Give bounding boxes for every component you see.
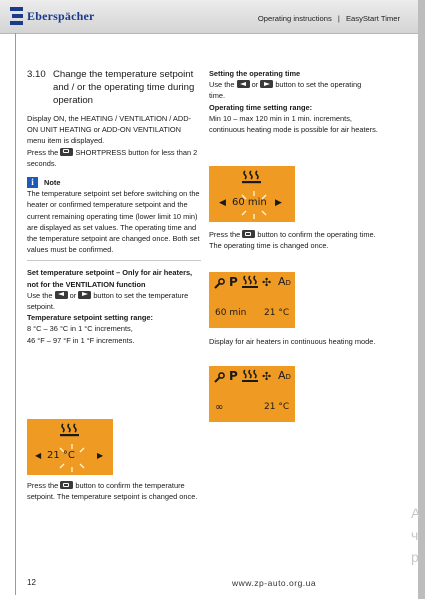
- heating-icon: [242, 275, 260, 291]
- status-display-timed: [209, 272, 295, 328]
- temp-range-heading: Temperature setpoint setting range:: [27, 313, 153, 323]
- time-value: 60 min: [232, 197, 267, 208]
- side-char: А: [411, 505, 421, 521]
- ok-button-icon: [60, 148, 73, 156]
- addon-indicator: AD: [278, 369, 291, 382]
- side-char: ч: [411, 527, 419, 543]
- side-char: р: [411, 549, 419, 565]
- temp-range-fahrenheit: 46 °F – 97 °F in 1 °F increments.: [27, 335, 135, 345]
- right-column-top: [209, 68, 379, 135]
- operating-time-range-body: Min 10 – max 120 min in 1 min. increments, continuous heating mode is possible for air heaters.: [209, 113, 378, 135]
- brand-name: Eberspächer: [27, 8, 95, 23]
- wrench-icon: [214, 278, 225, 289]
- program-indicator: P: [229, 369, 238, 383]
- decrease-arrow-icon: ◀: [35, 451, 42, 460]
- fan-icon: ✣: [262, 276, 272, 289]
- continuous-mode-text: Display for air heaters in continuous heating mode.: [209, 337, 376, 346]
- heating-icon: [241, 170, 263, 186]
- increase-arrow-icon: ▶: [275, 198, 282, 208]
- ok-button-icon: [242, 230, 255, 238]
- info-icon: i: [27, 177, 38, 188]
- left-arrow-button-icon: [237, 80, 250, 88]
- heating-icon: [242, 369, 260, 385]
- operating-time-range-heading: Operating time setting range:: [209, 102, 313, 112]
- section-heading: 3.10 Change the temperature setpoint and / or the operating time during operation: [27, 69, 195, 106]
- ok-button-icon: [60, 481, 73, 489]
- wrench-icon: [214, 372, 225, 383]
- operating-time-display: [209, 166, 295, 222]
- header-bar: [0, 0, 418, 34]
- temperature-value: 21 °C: [47, 450, 75, 461]
- program-indicator: P: [229, 275, 238, 289]
- confirm-time-text: Press the button to confirm the operating time.: [209, 230, 376, 239]
- display-on-text: Display ON, the HEATING / VENTILATION / ADD-ON UNIT HEATING or ADD-ON VENTILATION menu item is displayed.: [27, 114, 191, 146]
- confirm-temp-text: Press the button to confirm the temperature setpoint. The temperature setpoint is changed once.: [27, 481, 198, 502]
- header-title: Operating instructions | EasyStart Timer: [257, 14, 400, 23]
- brand-logo: [10, 7, 95, 25]
- time-changed-text: The operating time is changed once.: [209, 241, 329, 251]
- set-temp-instructions: Use the or button to set the temperature setpoint.: [27, 290, 189, 312]
- addon-indicator: AD: [278, 275, 291, 288]
- operating-time-heading: Setting the operating time: [209, 69, 301, 78]
- right-arrow-button-icon: [260, 80, 273, 88]
- left-column: [27, 68, 201, 346]
- increase-arrow-icon: ▶: [97, 451, 104, 460]
- page-number: 12: [27, 578, 36, 587]
- watermark-url: www.zp-auto.org.ua: [232, 578, 317, 588]
- operating-time-instructions: Use the or button to set the operating time.: [209, 80, 362, 101]
- temperature-setpoint-display: [27, 419, 113, 475]
- right-column-middle: [209, 229, 379, 251]
- time-value: 60 min: [215, 308, 247, 318]
- temp-range-celsius: 8 °C – 36 °C in 1 °C increments,: [27, 324, 133, 334]
- eberspaecher-logo-icon: [10, 7, 23, 25]
- temperature-value: 21 °C: [264, 402, 290, 412]
- divider: [27, 260, 201, 261]
- note-body: The temperature setpoint set before switching on the heater or confirmed temperature setpoint and the current remaining operating time (lower limit 10 min) are displayed as set values. The operating time and the temperature setpoint are changed once. Both set values must be confirmed.: [27, 189, 200, 255]
- shortpress-text: Press the SHORTPRESS button for less than 2 seconds.: [27, 147, 198, 168]
- left-arrow-button-icon: [55, 291, 68, 299]
- fan-icon: ✣: [262, 370, 272, 383]
- decrease-arrow-icon: ◀: [219, 198, 226, 208]
- set-temp-heading: Set temperature setpoint – Only for air heaters, not for the VENTILATION function: [27, 268, 193, 289]
- note-heading: i Note: [27, 177, 201, 188]
- right-arrow-button-icon: [78, 291, 91, 299]
- infinity-icon: ∞: [215, 402, 224, 413]
- temperature-value: 21 °C: [264, 308, 290, 318]
- margin-rule: [15, 33, 16, 595]
- heating-icon: [59, 423, 81, 439]
- status-display-continuous: [209, 366, 295, 422]
